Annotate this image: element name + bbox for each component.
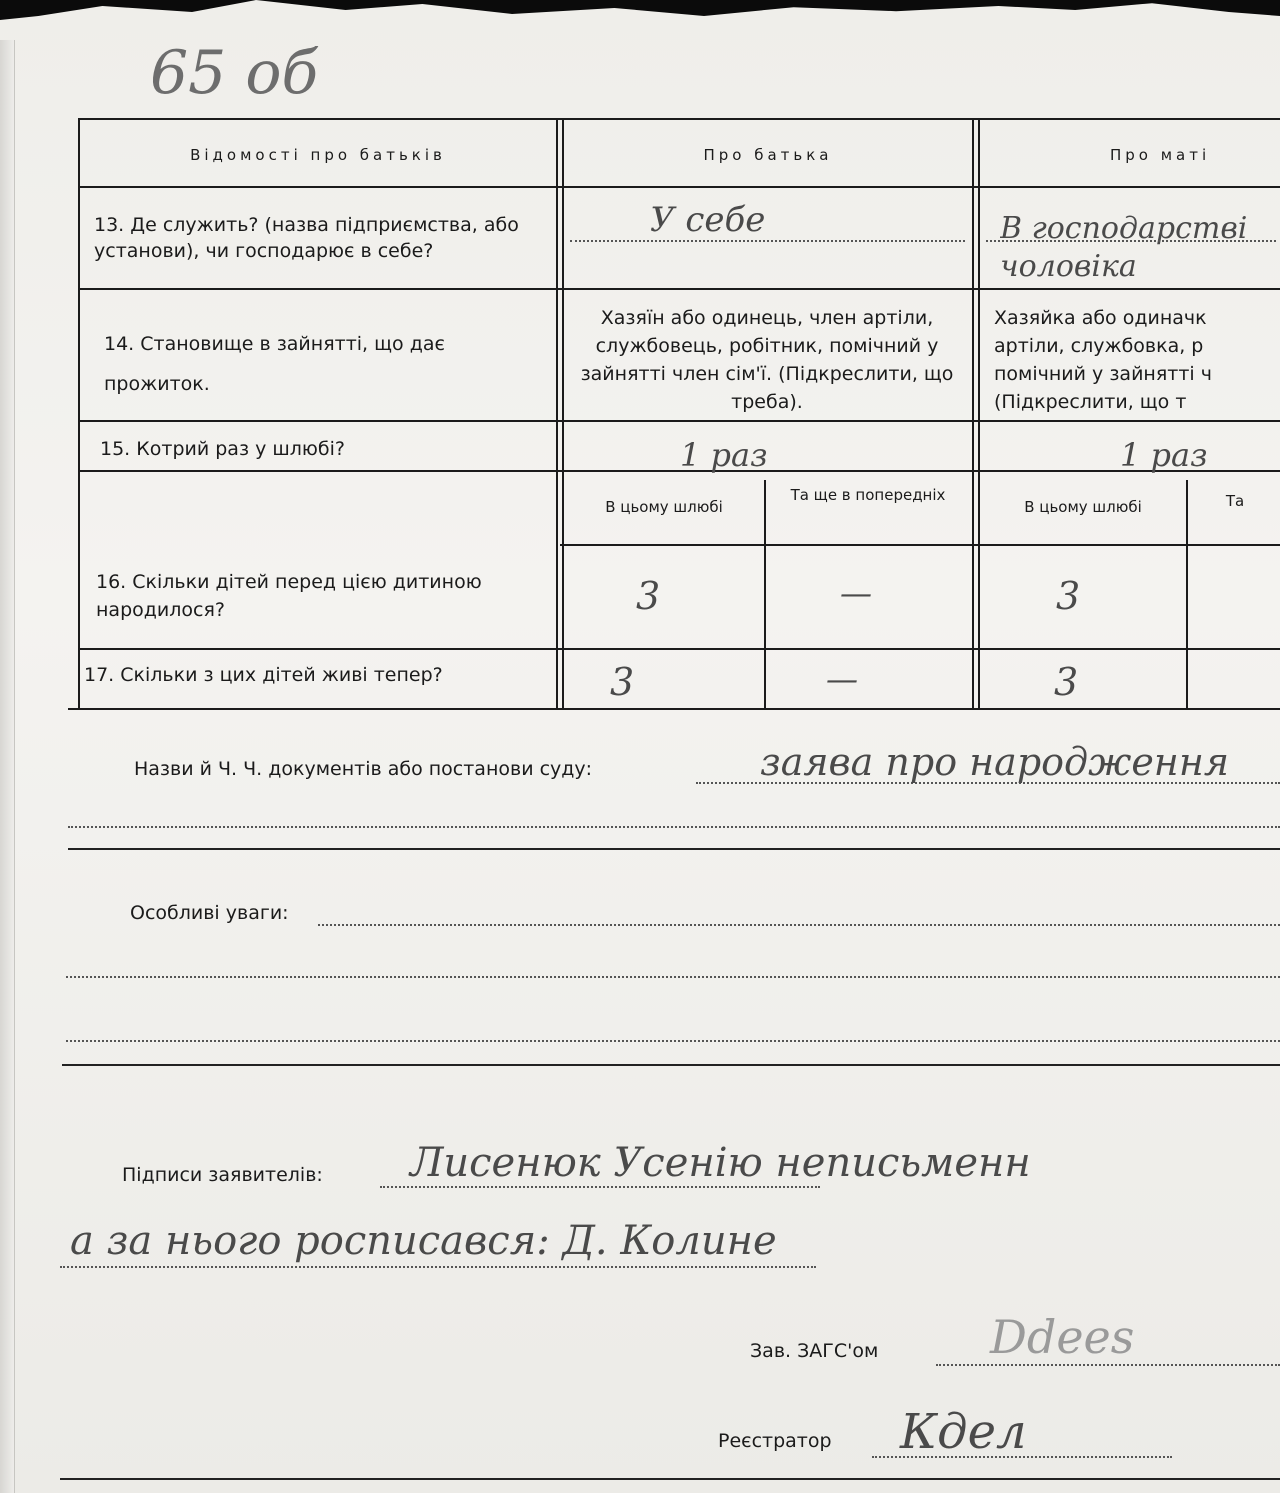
- zags-head-signature: Ddees: [990, 1310, 1135, 1364]
- col1-divider-double: [562, 118, 564, 710]
- row16-question: 16. Скільки дітей перед цією дитиною народилося?: [96, 571, 482, 621]
- row13-father-line: [570, 240, 965, 242]
- row16-father-previous: —: [840, 574, 872, 612]
- row15-father-answer: 1 раз: [680, 436, 768, 474]
- header-mother: Про маті: [1110, 146, 1211, 164]
- row14-mother-options: Хазяйка або одиначк артіли, службовка, р помічний у зайнятті ч (Підкреслити, що т: [994, 307, 1212, 413]
- row13-question: 13. Де служить? (назва підприємства, або установи), чи господарює в себе?: [94, 214, 519, 262]
- row16-mother-this: 3: [1056, 574, 1081, 618]
- archive-page-number: 65 об: [150, 38, 319, 108]
- signatures-line-2: [60, 1266, 816, 1268]
- row17-question: 17. Скільки з цих дітей живі тепер?: [84, 664, 443, 686]
- zags-head-line: [936, 1364, 1280, 1366]
- header-parents-info: Відомості про батьків: [190, 146, 446, 164]
- row15-mother-answer: 1 раз: [1120, 436, 1208, 474]
- row14-divider: [78, 420, 1280, 422]
- subheader-divider: [560, 544, 1280, 546]
- col2-divider-double: [978, 118, 980, 710]
- row14-father-options: Хазяїн або одинець, член артіли, службовець, робітник, помічний у зайнятті член сім'ї. (Підкреслити, що треба).: [580, 307, 954, 413]
- father-previous-header: Та ще в попередніх: [790, 486, 946, 504]
- row17-father-previous: —: [826, 660, 858, 698]
- documents-line-2: [68, 826, 1280, 828]
- row17-mother-this: 3: [1054, 660, 1079, 704]
- father-subcol-divider: [764, 480, 766, 710]
- row16-father-this: 3: [636, 574, 661, 618]
- documents-label: Назви й Ч. Ч. документів або постанови суду:: [134, 758, 593, 780]
- col1-divider: [556, 118, 558, 710]
- row14-question: 14. Становище в зайнятті, що дає прожиток.: [104, 333, 445, 395]
- table-left-border: [78, 118, 80, 710]
- notes-line-2: [66, 976, 1280, 978]
- header-father: Про батька: [703, 146, 833, 164]
- torn-edge: [0, 0, 1280, 40]
- father-this-marriage-header: В цьому шлюбі: [605, 498, 723, 516]
- table-bottom-border: [68, 708, 1280, 710]
- mother-this-marriage-header: В цьому шлюбі: [1024, 498, 1142, 516]
- notes-label: Особливі уваги:: [130, 902, 289, 924]
- page-left-edge: [0, 40, 15, 1493]
- documents-value: заява про народження: [760, 740, 1230, 784]
- notes-line-3: [66, 1040, 1280, 1042]
- row13-mother-line: [986, 240, 1276, 242]
- registrar-signature: Кдел: [900, 1404, 1027, 1460]
- row13-father-answer: У себе: [650, 200, 766, 240]
- row16-divider: [78, 648, 1280, 650]
- col2-divider: [972, 118, 974, 710]
- row17-father-this: 3: [610, 660, 635, 704]
- signatures-label: Підписи заявителів:: [122, 1164, 323, 1186]
- documents-separator: [68, 848, 1280, 850]
- page-bottom-rule: [60, 1478, 1280, 1480]
- registrar-label: Реєстратор: [718, 1430, 832, 1452]
- mother-subcol-divider: [1186, 480, 1188, 710]
- notes-line-1: [318, 924, 1280, 926]
- row13-mother-answer: В господарстві чоловіка: [1000, 211, 1248, 284]
- row15-divider: [78, 470, 1280, 472]
- zags-head-label: Зав. ЗАГС'ом: [750, 1340, 879, 1362]
- signatures-handwriting-2: а за нього росписався: Д. Колине: [70, 1218, 777, 1264]
- mother-previous-header: Та: [1225, 492, 1245, 510]
- table-top-border: [78, 118, 1280, 120]
- table-header-divider: [78, 186, 1280, 188]
- notes-separator: [62, 1064, 1280, 1066]
- signatures-handwriting-1: Лисенюк Усенію неписьменн: [410, 1140, 1031, 1186]
- signatures-line-1: [380, 1186, 820, 1188]
- row15-question: 15. Котрий раз у шлюбі?: [100, 438, 345, 460]
